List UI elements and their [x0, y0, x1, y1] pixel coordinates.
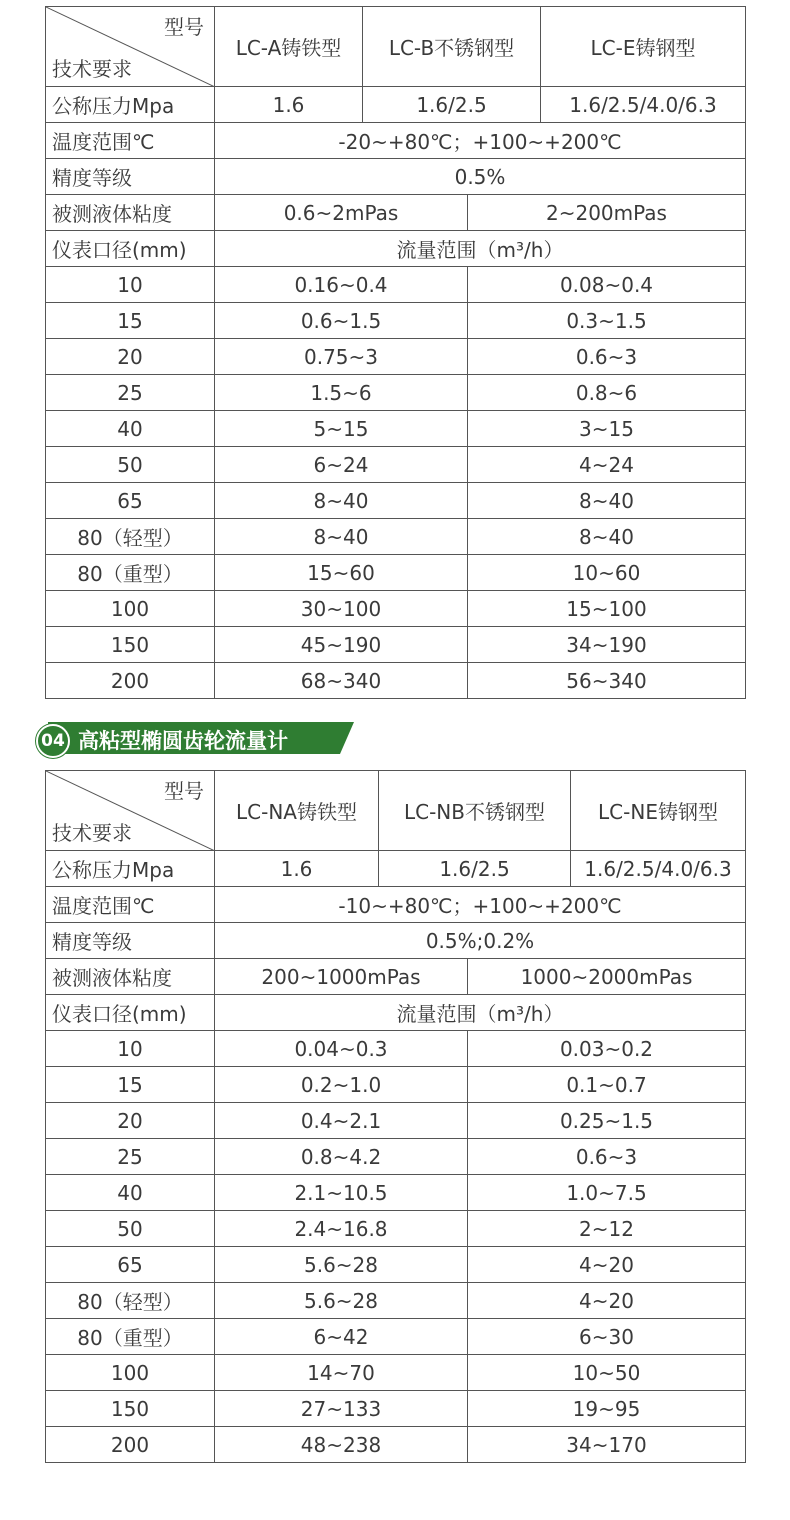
temperature-label: 温度范围℃ [46, 887, 215, 922]
table-row [46, 1355, 746, 1391]
section-title-text: 高粘型椭圆齿轮流量计 [78, 729, 288, 753]
caliber-cell: 150 [46, 1391, 215, 1426]
table-row [46, 1031, 746, 1067]
flow-range-cell-2: 4~20 [468, 1247, 746, 1282]
caliber-label: 仪表口径(mm) [46, 231, 215, 266]
flow-range-cell-1: 8~40 [215, 483, 468, 518]
model-header-b: LC-B不锈钢型 [363, 7, 541, 86]
corner-model-label: 型号 [164, 15, 204, 39]
table-row [46, 1211, 746, 1247]
spec-table-2 [45, 770, 746, 1463]
caliber-cell: 50 [46, 1211, 215, 1246]
pressure-row [46, 87, 746, 123]
table-row [46, 1319, 746, 1355]
flow-range-cell-1: 5.6~28 [215, 1247, 468, 1282]
flow-range-cell-1: 8~40 [215, 519, 468, 554]
caliber-cell: 65 [46, 1247, 215, 1282]
table-row [46, 267, 746, 303]
table-row [46, 1391, 746, 1427]
caliber-cell: 80（重型） [46, 1319, 215, 1354]
table-row [46, 1175, 746, 1211]
viscosity-value-2: 2~200mPas [468, 195, 746, 230]
caliber-cell: 20 [46, 1103, 215, 1138]
spec-table-1 [45, 6, 746, 699]
pressure-row [46, 851, 746, 887]
table-row [46, 483, 746, 519]
header-corner-cell [46, 7, 215, 86]
viscosity-value-1: 0.6~2mPas [215, 195, 468, 230]
section-heading [34, 720, 364, 756]
header-corner-cell [46, 771, 215, 850]
table-row [46, 339, 746, 375]
accuracy-value: 0.5%;0.2% [215, 923, 746, 958]
pressure-value-na: 1.6 [215, 851, 379, 886]
model-header-a: LC-A铸铁型 [215, 7, 363, 86]
flow-range-cell-2: 0.6~3 [468, 1139, 746, 1174]
flow-range-cell-2: 6~30 [468, 1319, 746, 1354]
viscosity-label: 被测液体粘度 [46, 959, 215, 994]
flow-range-cell-1: 27~133 [215, 1391, 468, 1426]
flow-range-cell-1: 6~42 [215, 1319, 468, 1354]
flow-range-cell-1: 0.6~1.5 [215, 303, 468, 338]
caliber-cell: 50 [46, 447, 215, 482]
flow-range-cell-2: 0.3~1.5 [468, 303, 746, 338]
model-header-nb: LC-NB不锈钢型 [379, 771, 571, 850]
table-row [46, 1067, 746, 1103]
flow-range-cell-1: 68~340 [215, 663, 468, 698]
flow-range-cell-2: 0.08~0.4 [468, 267, 746, 302]
flow-range-header: 流量范围（m³/h） [215, 995, 746, 1030]
table-row [46, 447, 746, 483]
table-row [46, 411, 746, 447]
flow-range-cell-2: 8~40 [468, 519, 746, 554]
caliber-cell: 15 [46, 1067, 215, 1102]
caliber-cell: 10 [46, 267, 215, 302]
pressure-value-a: 1.6 [215, 87, 363, 122]
table-row [46, 303, 746, 339]
caliber-cell: 25 [46, 375, 215, 410]
pressure-value-e: 1.6/2.5/4.0/6.3 [541, 87, 746, 122]
pressure-label: 公称压力Mpa [46, 87, 215, 122]
caliber-cell: 100 [46, 591, 215, 626]
flow-range-cell-1: 1.5~6 [215, 375, 468, 410]
model-header-e: LC-E铸钢型 [541, 7, 746, 86]
caliber-cell: 40 [46, 1175, 215, 1210]
caliber-cell: 25 [46, 1139, 215, 1174]
flow-range-cell-2: 19~95 [468, 1391, 746, 1426]
caliber-label: 仪表口径(mm) [46, 995, 215, 1030]
accuracy-label: 精度等级 [46, 159, 215, 194]
flow-range-cell-2: 56~340 [468, 663, 746, 698]
flow-range-cell-1: 0.16~0.4 [215, 267, 468, 302]
table-row [46, 1247, 746, 1283]
flow-rows [46, 267, 746, 699]
flow-range-cell-1: 0.4~2.1 [215, 1103, 468, 1138]
caliber-header-row [46, 231, 746, 267]
flow-range-header: 流量范围（m³/h） [215, 231, 746, 266]
flow-range-cell-2: 0.6~3 [468, 339, 746, 374]
caliber-header-row [46, 995, 746, 1031]
flow-range-cell-2: 0.8~6 [468, 375, 746, 410]
pressure-label: 公称压力Mpa [46, 851, 215, 886]
flow-range-cell-1: 30~100 [215, 591, 468, 626]
flow-range-cell-1: 14~70 [215, 1355, 468, 1390]
flow-range-cell-1: 48~238 [215, 1427, 468, 1462]
flow-range-cell-1: 15~60 [215, 555, 468, 590]
header-row [46, 771, 746, 851]
viscosity-row [46, 959, 746, 995]
viscosity-value-2: 1000~2000mPas [468, 959, 746, 994]
flow-range-cell-1: 5.6~28 [215, 1283, 468, 1318]
flow-range-cell-1: 2.4~16.8 [215, 1211, 468, 1246]
viscosity-row [46, 195, 746, 231]
flow-rows [46, 1031, 746, 1463]
flow-range-cell-2: 10~50 [468, 1355, 746, 1390]
accuracy-row [46, 923, 746, 959]
table-row [46, 375, 746, 411]
corner-spec-label: 技术要求 [52, 57, 132, 81]
pressure-value-b: 1.6/2.5 [363, 87, 541, 122]
accuracy-label: 精度等级 [46, 923, 215, 958]
table-row [46, 555, 746, 591]
flow-range-cell-2: 1.0~7.5 [468, 1175, 746, 1210]
table-row [46, 1427, 746, 1463]
caliber-cell: 100 [46, 1355, 215, 1390]
caliber-cell: 200 [46, 663, 215, 698]
caliber-cell: 150 [46, 627, 215, 662]
viscosity-value-1: 200~1000mPas [215, 959, 468, 994]
flow-range-cell-1: 45~190 [215, 627, 468, 662]
flow-range-cell-2: 4~20 [468, 1283, 746, 1318]
flow-range-cell-1: 0.8~4.2 [215, 1139, 468, 1174]
flow-range-cell-1: 0.2~1.0 [215, 1067, 468, 1102]
flow-range-cell-2: 0.03~0.2 [468, 1031, 746, 1066]
model-header-na: LC-NA铸铁型 [215, 771, 379, 850]
caliber-cell: 20 [46, 339, 215, 374]
section-number-badge: 04 [36, 724, 70, 758]
flow-range-cell-2: 0.1~0.7 [468, 1067, 746, 1102]
table-row [46, 627, 746, 663]
flow-range-cell-1: 6~24 [215, 447, 468, 482]
caliber-cell: 80（轻型） [46, 1283, 215, 1318]
viscosity-label: 被测液体粘度 [46, 195, 215, 230]
caliber-cell: 65 [46, 483, 215, 518]
corner-model-label: 型号 [164, 779, 204, 803]
flow-range-cell-2: 4~24 [468, 447, 746, 482]
table-row [46, 663, 746, 699]
flow-range-cell-2: 3~15 [468, 411, 746, 446]
flow-range-cell-1: 2.1~10.5 [215, 1175, 468, 1210]
caliber-cell: 10 [46, 1031, 215, 1066]
flow-range-cell-2: 10~60 [468, 555, 746, 590]
temperature-label: 温度范围℃ [46, 123, 215, 158]
accuracy-row [46, 159, 746, 195]
temperature-row [46, 123, 746, 159]
flow-range-cell-1: 5~15 [215, 411, 468, 446]
accuracy-value: 0.5% [215, 159, 746, 194]
caliber-cell: 80（重型） [46, 555, 215, 590]
flow-range-cell-1: 0.04~0.3 [215, 1031, 468, 1066]
temperature-row [46, 887, 746, 923]
flow-range-cell-1: 0.75~3 [215, 339, 468, 374]
flow-range-cell-2: 15~100 [468, 591, 746, 626]
pressure-value-nb: 1.6/2.5 [379, 851, 571, 886]
table-row [46, 519, 746, 555]
table-row [46, 1103, 746, 1139]
caliber-cell: 80（轻型） [46, 519, 215, 554]
table-row [46, 1139, 746, 1175]
table-row [46, 1283, 746, 1319]
temperature-value: -20~+80℃；+100~+200℃ [215, 123, 746, 158]
flow-range-cell-2: 34~170 [468, 1427, 746, 1462]
flow-range-cell-2: 8~40 [468, 483, 746, 518]
header-row [46, 7, 746, 87]
caliber-cell: 15 [46, 303, 215, 338]
table-row [46, 591, 746, 627]
model-header-ne: LC-NE铸钢型 [571, 771, 746, 850]
temperature-value: -10~+80℃；+100~+200℃ [215, 887, 746, 922]
corner-spec-label: 技术要求 [52, 821, 132, 845]
flow-range-cell-2: 34~190 [468, 627, 746, 662]
caliber-cell: 40 [46, 411, 215, 446]
pressure-value-ne: 1.6/2.5/4.0/6.3 [571, 851, 746, 886]
flow-range-cell-2: 2~12 [468, 1211, 746, 1246]
flow-range-cell-2: 0.25~1.5 [468, 1103, 746, 1138]
caliber-cell: 200 [46, 1427, 215, 1462]
